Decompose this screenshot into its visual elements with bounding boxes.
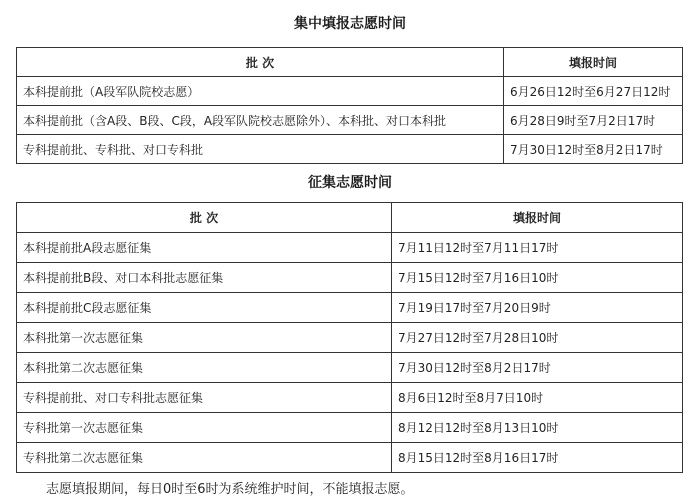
time-cell: 6月28日9时至7月2日17时 (504, 106, 683, 135)
time-cell: 8月6日12时至8月7日10时 (392, 383, 683, 413)
table-row (17, 77, 683, 106)
table-row (17, 383, 683, 413)
table-row (17, 353, 683, 383)
time-cell: 7月30日12时至8月2日17时 (392, 353, 683, 383)
table-row (17, 135, 683, 164)
batch-cell: 本科提前批C段志愿征集 (17, 293, 392, 323)
batch-cell: 专科批第二次志愿征集 (17, 443, 392, 473)
time-cell: 7月19日17时至7月20日9时 (392, 293, 683, 323)
table-header-row (17, 203, 683, 233)
table-row (17, 443, 683, 473)
concentrated-filing-table (16, 47, 683, 164)
table-row (17, 263, 683, 293)
time-cell: 7月15日12时至7月16日10时 (392, 263, 683, 293)
supplementary-filing-table (16, 202, 683, 473)
table2-title: 征集志愿时间 (308, 175, 392, 191)
table-row (17, 293, 683, 323)
time-cell: 7月11日12时至7月11日17时 (392, 233, 683, 263)
time-cell: 7月27日12时至7月28日10时 (392, 323, 683, 353)
batch-cell: 本科提前批（A段军队院校志愿） (17, 77, 504, 106)
batch-cell: 本科批第二次志愿征集 (17, 353, 392, 383)
batch-cell: 本科提前批（含A段、B段、C段，A段军队院校志愿除外）、本科批、对口本科批 (17, 106, 504, 135)
batch-cell: 本科提前批B段、对口本科批志愿征集 (17, 263, 392, 293)
table-header-row (17, 48, 683, 77)
batch-cell: 专科提前批、专科批、对口专科批 (17, 135, 504, 164)
table1-title: 集中填报志愿时间 (294, 16, 406, 32)
time-cell: 8月12日12时至8月13日10时 (392, 413, 683, 443)
table-row (17, 413, 683, 443)
header-batch: 批 次 (17, 203, 392, 233)
batch-cell: 本科批第一次志愿征集 (17, 323, 392, 353)
time-cell: 8月15日12时至8月16日17时 (392, 443, 683, 473)
header-filing-time: 填报时间 (392, 203, 683, 233)
table-row (17, 106, 683, 135)
table-row (17, 233, 683, 263)
batch-cell: 专科批第一次志愿征集 (17, 413, 392, 443)
batch-cell: 本科提前批A段志愿征集 (17, 233, 392, 263)
time-cell: 7月30日12时至8月2日17时 (504, 135, 683, 164)
maintenance-note: 志愿填报期间，每日0时至6时为系统维护时间，不能填报志愿。 (46, 482, 414, 497)
time-cell: 6月26日12时至6月27日12时 (504, 77, 683, 106)
header-batch: 批 次 (17, 48, 504, 77)
table-row (17, 323, 683, 353)
batch-cell: 专科提前批、对口专科批志愿征集 (17, 383, 392, 413)
header-filing-time: 填报时间 (504, 48, 683, 77)
